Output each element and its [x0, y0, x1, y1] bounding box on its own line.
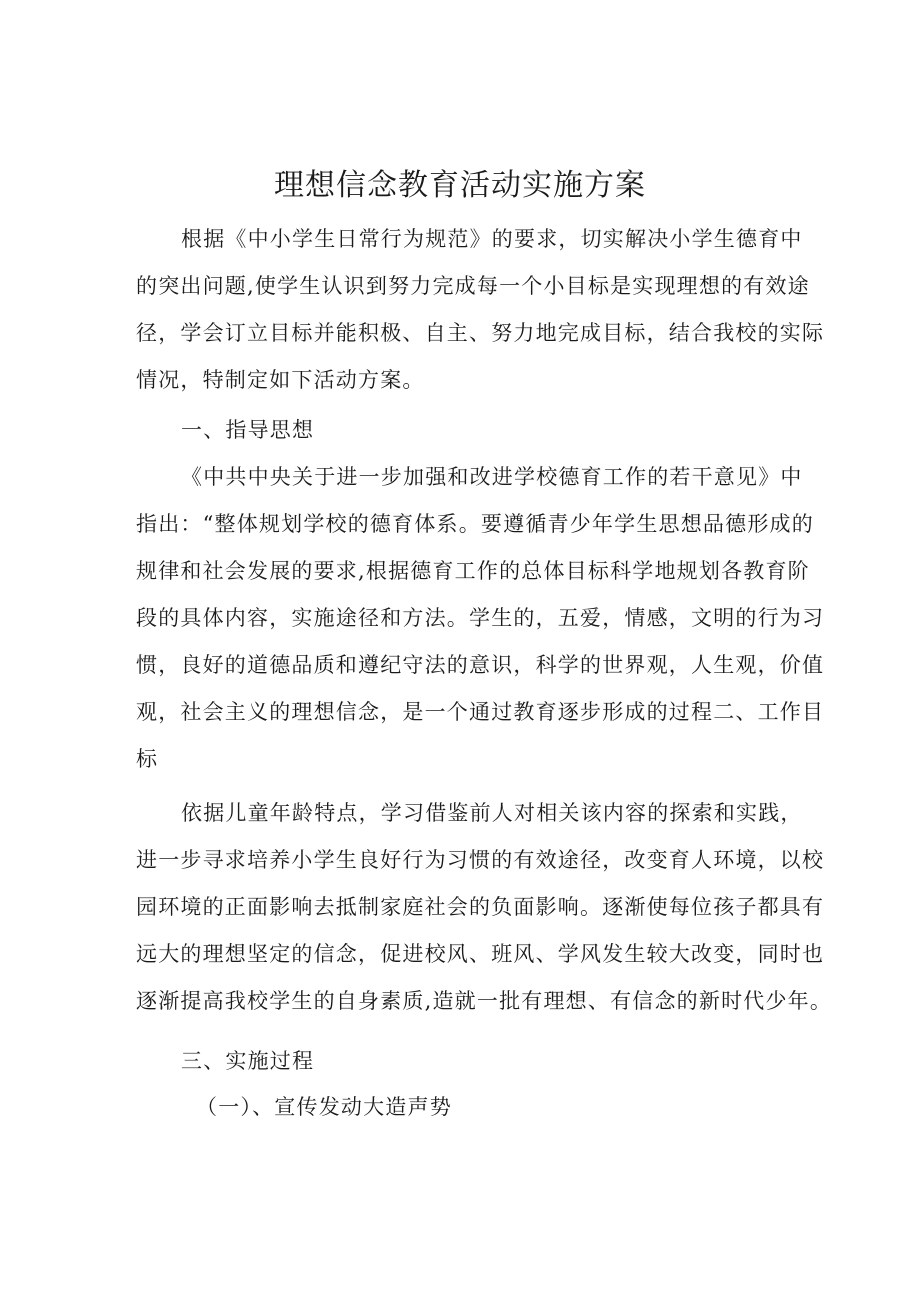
section-3-subheading-1: （一）、宣传发动大造声势	[196, 1095, 452, 1119]
section-1-line-4: 段的具体内容，实施途径和方法。学生的，五爱，情感，文明的行为习	[136, 606, 825, 630]
section-3-heading: 三、实施过程	[181, 1049, 315, 1073]
section-1-line-3: 规律和社会发展的要求,根据德育工作的总体目标科学地规划各教育阶	[136, 559, 810, 583]
section-2-line-2: 进一步寻求培养小学生良好行为习惯的有效途径，改变育人环境，以校	[136, 848, 825, 872]
section-1-heading: 一、指导思想	[181, 418, 315, 442]
section-2-line-3: 园环境的正面影响去抵制家庭社会的负面影响。逐渐使每位孩子都具有	[136, 895, 825, 919]
section-1-line-7: 标	[136, 747, 159, 771]
section-1-line-6: 观，社会主义的理想信念，是一个通过教育逐步形成的过程二、工作目	[136, 700, 825, 724]
section-2-line-5: 逐渐提高我校学生的自身素质,造就一批有理想、有信念的新时代少年。	[136, 989, 833, 1013]
section-1-line-5: 惯，良好的道德品质和遵纪守法的意识，科学的世界观，人生观，价值	[136, 653, 825, 677]
intro-line-4: 情况，特制定如下活动方案。	[136, 368, 425, 392]
section-1-line-2: 指出：“整体规划学校的德育体系。要遵循青少年学生思想品德形成的	[136, 512, 814, 536]
intro-line-3: 径，学会订立目标并能积极、自主、努力地完成目标，结合我校的实际	[136, 321, 825, 345]
section-2-line-1: 依据儿童年龄特点，学习借鉴前人对相关该内容的探索和实践，	[181, 801, 803, 825]
document-title: 理想信念教育活动实施方案	[274, 168, 646, 203]
section-2-line-4: 远大的理想坚定的信念，促进校风、班风、学风发生较大改变，同时也	[136, 942, 825, 966]
intro-line-2: 的突出问题,使学生认识到努力完成每一个小目标是实现理想的有效途	[136, 274, 810, 298]
intro-line-1: 根据《中小学生日常行为规范》的要求，切实解决小学生德育中	[181, 227, 803, 251]
section-1-line-1: 《中共中央关于进一步加强和改进学校德育工作的若干意见》中	[181, 465, 803, 489]
